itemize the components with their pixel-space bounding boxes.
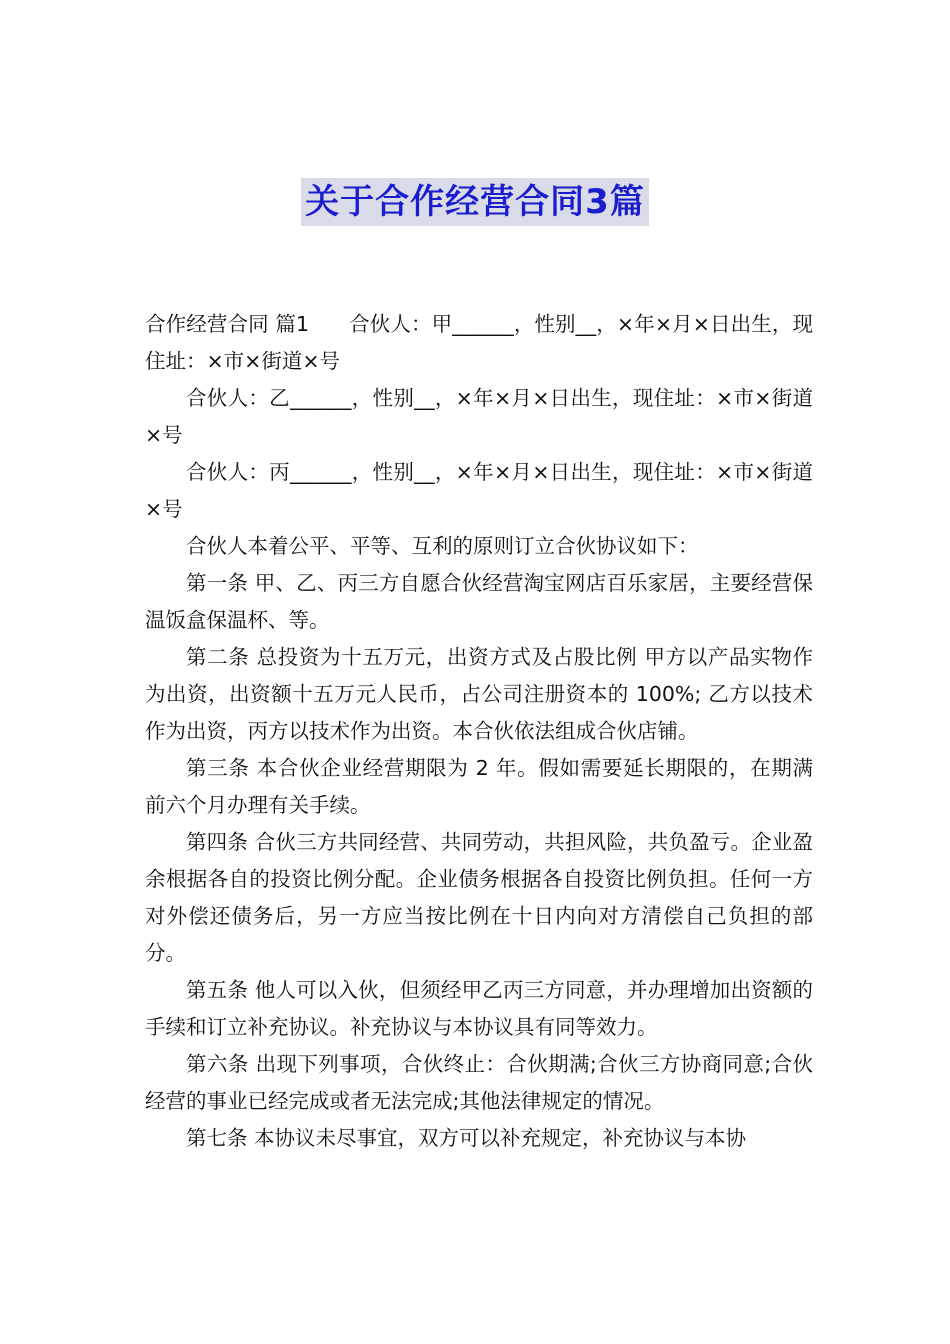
title-block — [0, 178, 950, 226]
paragraph-article-5: 第五条 他人可以入伙，但须经甲乙丙三方同意，并办理增加出资额的手续和订立补充协议。补充协议与本协议具有同等效力。 — [145, 978, 813, 1039]
section-heading: 合作经营合同 篇1 — [145, 312, 309, 336]
paragraph-article-2: 第二条 总投资为十五万元，出资方式及占股比例 甲方以产品实物作为出资，出资额十五万元人民币，占公司注册资本的 100%; 乙方以技术作为出资，丙方以技术作为出资。本合伙依法组成合伙店铺。 — [145, 645, 813, 743]
paragraph-partner-b: 合伙人：乙______，性别__，×年×月×日出生，现住址：×市×街道×号 — [145, 386, 813, 447]
partner-a-text: 合伙人：甲______，性别__，×年×月×日出生，现住址：×市×街道×号 — [145, 312, 813, 373]
paragraph-intro — [145, 306, 813, 380]
paragraph-principle: 合伙人本着公平、平等、互利的原则订立合伙协议如下： — [186, 534, 699, 558]
document-body — [145, 306, 813, 1157]
paragraph-article-1: 第一条 甲、乙、丙三方自愿合伙经营淘宝网店百乐家居，主要经营保温饭盒保温杯、等。 — [145, 571, 813, 632]
document-title: 关于合作经营合同3篇 — [301, 178, 649, 226]
paragraph-article-3: 第三条 本合伙企业经营期限为 2 年。假如需要延长期限的，在期满前六个月办理有关手续。 — [145, 756, 813, 817]
paragraph-article-7: 第七条 本协议未尽事宜，双方可以补充规定，补充协议与本协 — [186, 1126, 747, 1150]
paragraph-article-6: 第六条 出现下列事项，合伙终止：合伙期满;合伙三方协商同意;合伙经营的事业已经完成或者无法完成;其他法律规定的情况。 — [145, 1052, 813, 1113]
paragraph-partner-c: 合伙人：丙______，性别__，×年×月×日出生，现住址：×市×街道×号 — [145, 460, 813, 521]
paragraph-article-4: 第四条 合伙三方共同经营、共同劳动，共担风险，共负盈亏。企业盈余根据各自的投资比例分配。企业债务根据各自投资比例负担。任何一方对外偿还债务后，另一方应当按比例在十日内向对方清偿自己负担的部分。 — [145, 830, 813, 965]
